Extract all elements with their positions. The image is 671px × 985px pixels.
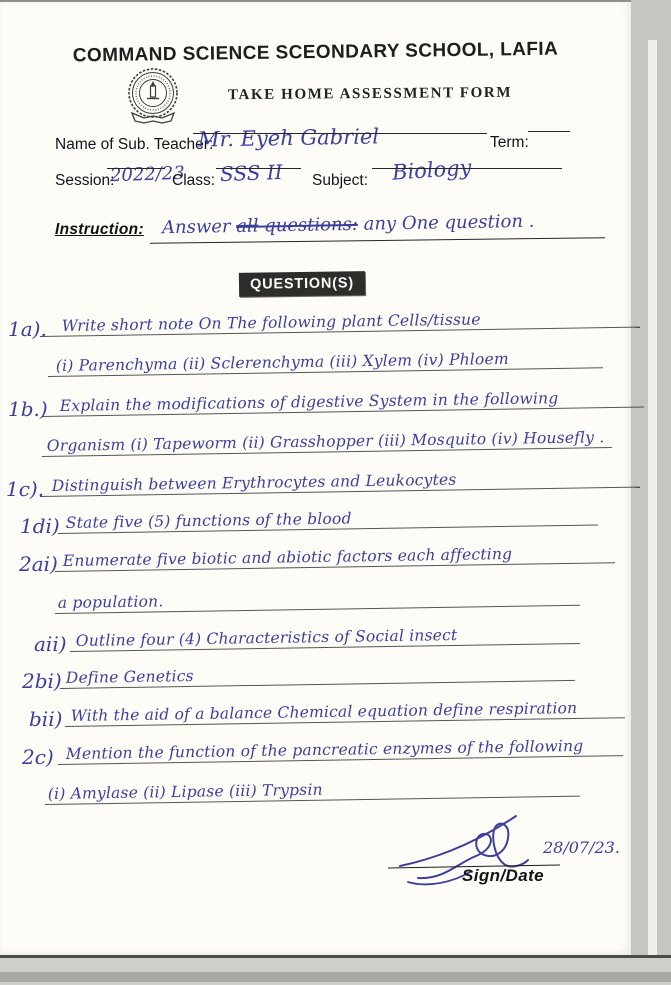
question-text: Enumerate five biotic and abiotic factors each affecting xyxy=(62,544,513,570)
class-field-value: SSS II xyxy=(219,159,283,187)
question-line xyxy=(34,618,580,656)
question-line xyxy=(8,303,640,341)
instruction-struck-all: all xyxy=(236,215,259,237)
question-text: (i) Parenchyma (ii) Sclerenchyma (iii) Xylem (iv) Phloem xyxy=(55,349,509,375)
term-field-label: Term: xyxy=(490,134,529,151)
class-field-label: Class: xyxy=(172,172,216,189)
scan-bottom-shadow xyxy=(0,972,671,982)
question-text: Define Genetics xyxy=(65,666,194,687)
question-number: 1a). xyxy=(8,317,47,341)
class-field-line xyxy=(216,168,301,169)
subject-field-value: Biology xyxy=(391,155,473,185)
question-number: bii) xyxy=(29,707,63,731)
school-crest-logo xyxy=(120,66,186,128)
question-number: 2ai) xyxy=(19,552,58,576)
question-line xyxy=(6,463,640,501)
signature-date: 28/07/23. xyxy=(543,838,620,857)
question-number: 2c) xyxy=(22,745,54,769)
question-line xyxy=(20,500,598,538)
question-text: (i) Amylase (ii) Lipase (iii) Trypsin xyxy=(47,780,323,803)
scan-top-edge xyxy=(0,0,671,2)
term-field-line xyxy=(528,131,570,132)
question-line xyxy=(29,693,625,731)
question-text: Outline four (4) Characteristics of Social insect xyxy=(75,626,458,650)
question-text: Organism (i) Tapeworm (ii) Grasshopper (iii) Mosquito (iv) Housefly . xyxy=(46,428,605,455)
question-line xyxy=(22,731,623,769)
subject-field-line xyxy=(372,168,562,169)
question-text: Write short note On The following plant Cells/tissue xyxy=(61,310,481,335)
question-number: 1c). xyxy=(6,477,45,501)
question-text: State five (5) functions of the blood xyxy=(65,509,352,532)
teacher-field-label: Name of Sub. Teacher: xyxy=(55,136,214,153)
instruction-struck-questions: questions: xyxy=(258,213,359,237)
question-line xyxy=(42,423,612,457)
session-field-value: 2022/23 xyxy=(109,162,186,187)
question-number: 2bi) xyxy=(22,669,62,693)
question-text: With the aid of a balance Chemical equation define respiration xyxy=(70,699,578,725)
question-line xyxy=(48,343,603,377)
session-field-label: Session: xyxy=(55,172,115,189)
school-name: COMMAND SCIENCE SCEONDARY SCHOOL, LAFIA xyxy=(72,38,559,67)
question-number: 1di) xyxy=(20,514,60,538)
questions-header-banner: QUESTION(S) xyxy=(239,271,365,297)
question-line xyxy=(55,580,580,614)
question-line xyxy=(45,771,580,805)
question-number: 1b.) xyxy=(8,397,48,421)
instruction-label: Instruction: xyxy=(55,221,144,238)
instruction-prefix: Answer xyxy=(161,215,237,239)
question-text: a population. xyxy=(57,592,164,612)
sign-date-label: Sign/Date xyxy=(462,866,545,885)
teacher-field-line xyxy=(193,133,487,134)
question-text: Mention the function of the pancreatic enzymes of the following xyxy=(65,736,584,763)
scan-right-paper-sliver xyxy=(648,40,657,960)
question-text: Explain the modifications of digestive System in the following xyxy=(59,389,559,415)
question-text: Distinguish between Erythrocytes and Leukocytes xyxy=(51,470,457,495)
question-line xyxy=(22,655,575,693)
subject-field-label: Subject: xyxy=(312,172,369,189)
form-title: TAKE HOME ASSESSMENT FORM xyxy=(227,84,513,104)
question-line xyxy=(19,538,615,576)
question-line xyxy=(8,383,644,421)
session-field-line xyxy=(107,168,165,169)
instruction-suffix: any One question . xyxy=(357,210,535,235)
question-number: aii) xyxy=(34,632,67,656)
teacher-field-value: Mr. Eyeh Gabriel xyxy=(197,124,380,152)
